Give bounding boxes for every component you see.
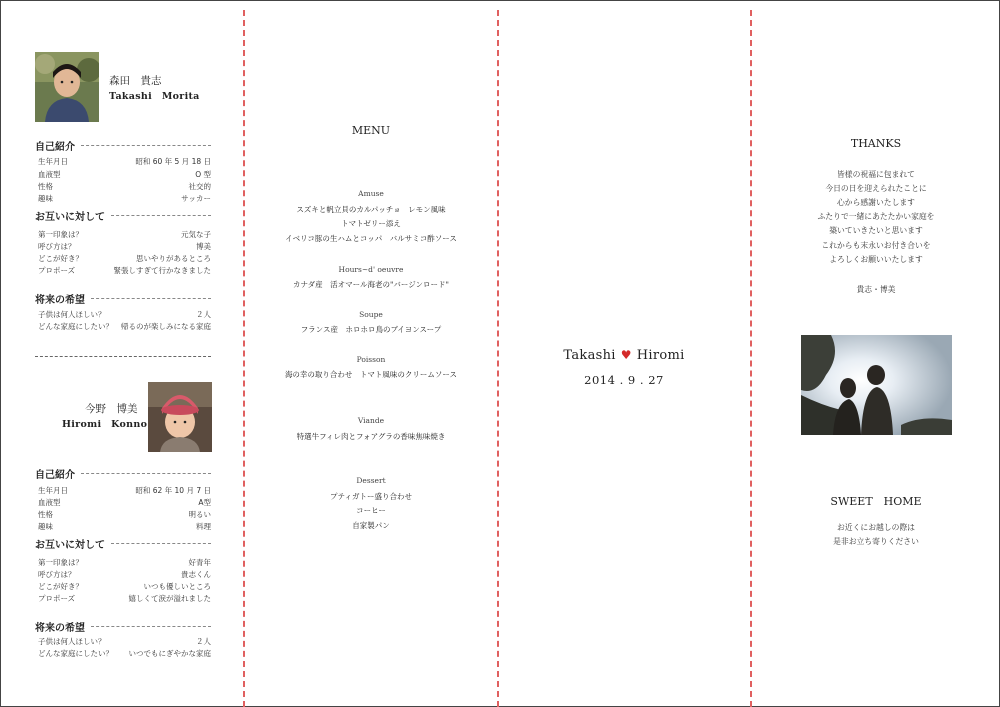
dish-item: 特選牛フィレ肉とフォアグラの香味焦味焼き: [296, 432, 446, 441]
groom-row-propose: プロポーズ 緊張しすぎて行かなきました: [38, 266, 211, 275]
couple-names: [498, 348, 750, 363]
thanks-line: ふたりで一緒にあたたかい家庭を: [817, 212, 935, 221]
bride-row-blood: 血液型 A型: [38, 498, 211, 507]
groom-intro-title: 自己紹介: [35, 138, 211, 153]
menu-title: MENU: [351, 124, 391, 137]
groom-row-blood: 血液型 O 型: [38, 170, 211, 179]
thanks-title: THANKS: [850, 137, 902, 150]
course-amuse: Amuse: [358, 189, 384, 198]
thanks-line: 心から感謝いたします: [837, 198, 915, 207]
bride-future-title: 将来の希望: [35, 619, 211, 634]
groom-row-call: 呼び方は？ 博美: [38, 242, 211, 251]
wedding-date: 2014 . 9 . 27: [584, 373, 664, 387]
bride-row-children: 子供は何人ほしい？ ２人: [38, 637, 211, 646]
dish-item: 自家製パン: [352, 521, 390, 530]
bride-row-like: どこが好き？ いつも優しいところ: [38, 582, 211, 591]
groom-name-jp: 森田 貴志: [109, 75, 162, 87]
course-poisson: Poisson: [356, 355, 386, 364]
sweet-home-line: 是非お立ち寄りください: [833, 537, 919, 546]
sweet-home-line: お近くにお越しの際は: [837, 523, 915, 532]
groom-name-en: Takashi Morita: [109, 91, 200, 102]
course-viande: Viande: [357, 416, 385, 425]
groom-row-personality: 性格 社交的: [38, 182, 211, 191]
dish-item: スズキと帆立貝のカルパッチョ レモン風味: [296, 205, 446, 214]
groom-each-title: お互いに対して: [35, 208, 211, 223]
course-hors-doeuvre: Hours~d' oeuvre: [338, 265, 404, 274]
fold-line-3: [750, 10, 752, 707]
groom-row-impression: 第一印象は？ 元気な子: [38, 230, 211, 239]
sweet-home-title: SWEET HOME: [830, 495, 922, 508]
groom-row-birthday: 生年月日 昭和 60 年 5 月 18 日: [38, 157, 211, 166]
thanks-signature: 貴志・博美: [856, 285, 896, 294]
dish-item: プティガトー盛り合わせ: [330, 492, 412, 501]
bride-row-impression: 第一印象は？ 好青年: [38, 558, 211, 567]
groom-photo: [35, 52, 99, 122]
course-soupe: Soupe: [359, 310, 383, 319]
bride-each-title: お互いに対して: [35, 536, 211, 551]
bride-intro-title: 自己紹介: [35, 466, 211, 481]
bride-row-personality: 性格 明るい: [38, 510, 211, 519]
dish-item: コーヒー: [356, 506, 386, 515]
course-dessert: Dessert: [356, 476, 386, 485]
couple-photo: [801, 335, 952, 435]
dish-item: 海の幸の取り合わせ トマト風味のクリームソース: [284, 370, 458, 379]
dish-item: イベリコ豚の生ハムとコッパ バルサミコ酢ソース: [285, 234, 457, 243]
bride-photo: [148, 382, 212, 452]
dish-item: フランス産 ホロホロ鳥のブイヨンスープ: [300, 325, 442, 334]
groom-row-hobby: 趣味 サッカー: [38, 194, 211, 203]
bride-row-call: 呼び方は？ 貴志くん: [38, 570, 211, 579]
thanks-line: 皆様の祝福に包まれて: [837, 170, 915, 179]
thanks-line: 今日の日を迎えられたことに: [825, 184, 927, 193]
groom-row-family: どんな家庭にしたい？ 帰るのが楽しみになる家庭: [38, 322, 211, 331]
profile-separator: [35, 356, 211, 357]
thanks-line: よろしくお願いいたします: [829, 255, 923, 264]
dish-item: カナダ産 活オマール海老の"バージンロード": [292, 280, 450, 289]
thanks-line: これからも末永いお付き合いを: [821, 241, 931, 250]
bride-row-family: どんな家庭にしたい？ いつでもにぎやかな家庭: [38, 649, 211, 658]
dish-item: トマトゼリー添え: [341, 219, 401, 228]
bride-name-en: Hiromi Konno: [62, 419, 148, 430]
groom-first-name: Takashi: [563, 348, 616, 363]
bride-first-name: Hiromi: [636, 348, 685, 363]
bride-name-jp: 今野 博美: [85, 403, 138, 415]
bride-row-hobby: 趣味 料理: [38, 522, 211, 531]
groom-row-like: どこが好き？ 思いやりがあるところ: [38, 254, 211, 263]
groom-row-children: 子供は何人ほしい？ ２人: [38, 310, 211, 319]
thanks-line: 築いていきたいと思います: [829, 226, 923, 235]
bride-row-propose: プロポーズ 嬉しくて涙が溢れました: [38, 594, 211, 603]
heart-icon: ♥: [620, 348, 632, 362]
bride-row-birthday: 生年月日 昭和 62 年 10 月 7 日: [38, 486, 211, 495]
groom-future-title: 将来の希望: [35, 291, 211, 306]
